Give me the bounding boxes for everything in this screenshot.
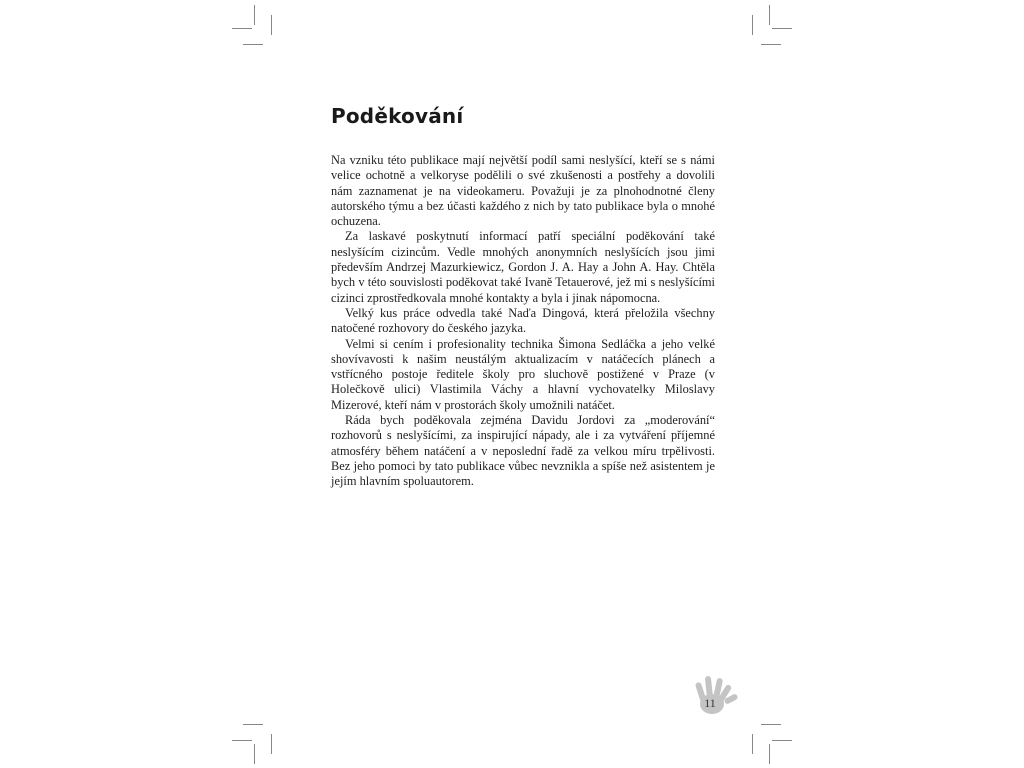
- crop-mark: [243, 44, 263, 45]
- crop-mark: [752, 15, 753, 35]
- paragraph: Za laskavé poskytnutí informací patří speciální poděkování také neslyšícím cizincům. Vedle mnohých anonymních neslyšících jsou jimi především Andrzej Mazurkiewicz, Gordon J. A. Hay a John A. Hay. Chtěla bych v této souvislosti poděkovat také Ivaně Tetauerové, jež mi s neslyšícími cizinci zprostředkovala mnohé kontakty a byla i jinak nápomocna.: [331, 229, 715, 305]
- crop-mark: [761, 44, 781, 45]
- page-number: 11: [704, 696, 716, 710]
- crop-mark: [772, 28, 792, 29]
- crop-mark: [752, 734, 753, 754]
- paragraph: Velmi si cením i profesionality technika Šimona Sedláčka a jeho velké shovívavosti k našim neustálým aktualizacím v natáčecích plánech a vstřícného postoje ředitele školy pro sluchově postižené v Praze (v Holečkově ulici) Vlastimila Váchy a hlavní vychovatelky Miloslavy Mizerové, kteří nám v prostorách školy umožnili natáčet.: [331, 336, 715, 412]
- crop-mark: [254, 744, 255, 764]
- crop-mark: [769, 5, 770, 25]
- crop-mark: [232, 28, 252, 29]
- crop-mark: [271, 734, 272, 754]
- paragraph: Na vzniku této publikace mají největší podíl sami neslyšící, kteří se s námi velice ochotně a velkoryse podělili o své zkušenosti a postřehy a dovolili nám zaznamenat je na videokameru. Považuji je za plnohodnotné členy autorského týmu a bez účasti každého z nich by tato publikace byla o mnohé ochuzena.: [331, 153, 715, 229]
- crop-mark: [769, 744, 770, 764]
- crop-mark: [232, 740, 252, 741]
- crop-mark: [243, 724, 263, 725]
- crop-mark: [254, 5, 255, 25]
- paragraph: Ráda bych poděkovala zejména Davidu Jordovi za „moderování“ rozhovorů s neslyšícími, za inspirující nápady, ale i za vytváření příjemné atmosféry během natáčení a v neposlední řadě za velkou míru trpělivosti. Bez jeho pomoci by tato publikace vůbec nevznikla a spíše než asistentem je jejím hlavním spoluautorem.: [331, 413, 715, 489]
- page-title: Poděkování: [331, 104, 464, 128]
- crop-mark: [271, 15, 272, 35]
- paragraph: Velký kus práce odvedla také Naďa Dingová, která přeložila všechny natočené rozhovory do českého jazyka.: [331, 305, 715, 336]
- body-text: [331, 153, 715, 490]
- crop-mark: [761, 724, 781, 725]
- crop-mark: [772, 740, 792, 741]
